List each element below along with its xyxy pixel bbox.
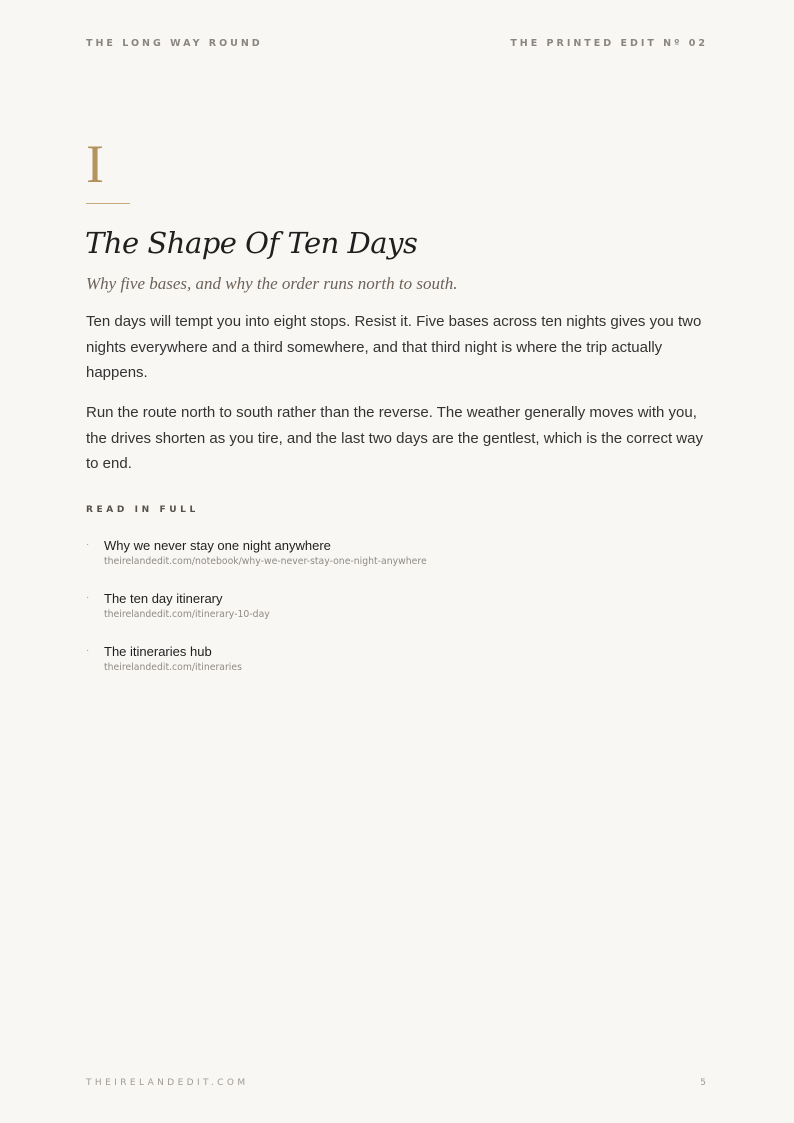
link-url[interactable]: theirelandedit.com/itineraries: [104, 662, 242, 673]
link-item[interactable]: [86, 538, 716, 591]
body-paragraph: Run the route north to south rather than the reverse. The weather generally moves with you, the drives shorten as you tire, and the last two days are the gentlest, which is the correct way to end.: [86, 404, 703, 472]
link-title[interactable]: Why we never stay one night anywhere: [104, 538, 331, 553]
read-in-full-list: [86, 538, 716, 697]
link-url[interactable]: theirelandedit.com/notebook/why-we-never-stay-one-night-anywhere: [104, 556, 427, 567]
chapter-numeral: I: [86, 134, 104, 194]
link-item[interactable]: [86, 644, 716, 697]
running-head-right: THE PRINTED EDIT Nº 02: [510, 38, 708, 49]
body-paragraph: Ten days will tempt you into eight stops. Resist it. Five bases across ten nights gives you two nights everywhere and a third somewhere, and that third night is where the trip actually happens.: [86, 313, 702, 381]
chapter-title: The Shape Of Ten Days: [85, 226, 418, 260]
page-number: 5: [700, 1078, 706, 1088]
read-in-full-heading: READ IN FULL: [86, 505, 199, 515]
chapter-subtitle: Why five bases, and why the order runs north to south.: [86, 274, 458, 293]
chapter-divider: [86, 203, 130, 204]
bullet-dot-icon: ·: [86, 592, 90, 603]
bullet-dot-icon: ·: [86, 539, 90, 550]
link-title[interactable]: The ten day itinerary: [104, 591, 223, 606]
bullet-dot-icon: ·: [86, 645, 90, 656]
link-url[interactable]: theirelandedit.com/itinerary-10-day: [104, 609, 270, 620]
running-head-left: THE LONG WAY ROUND: [86, 38, 263, 49]
link-item[interactable]: [86, 591, 716, 644]
link-title[interactable]: The itineraries hub: [104, 644, 212, 659]
footer-site: THEIRELANDEDIT.COM: [86, 1078, 249, 1088]
